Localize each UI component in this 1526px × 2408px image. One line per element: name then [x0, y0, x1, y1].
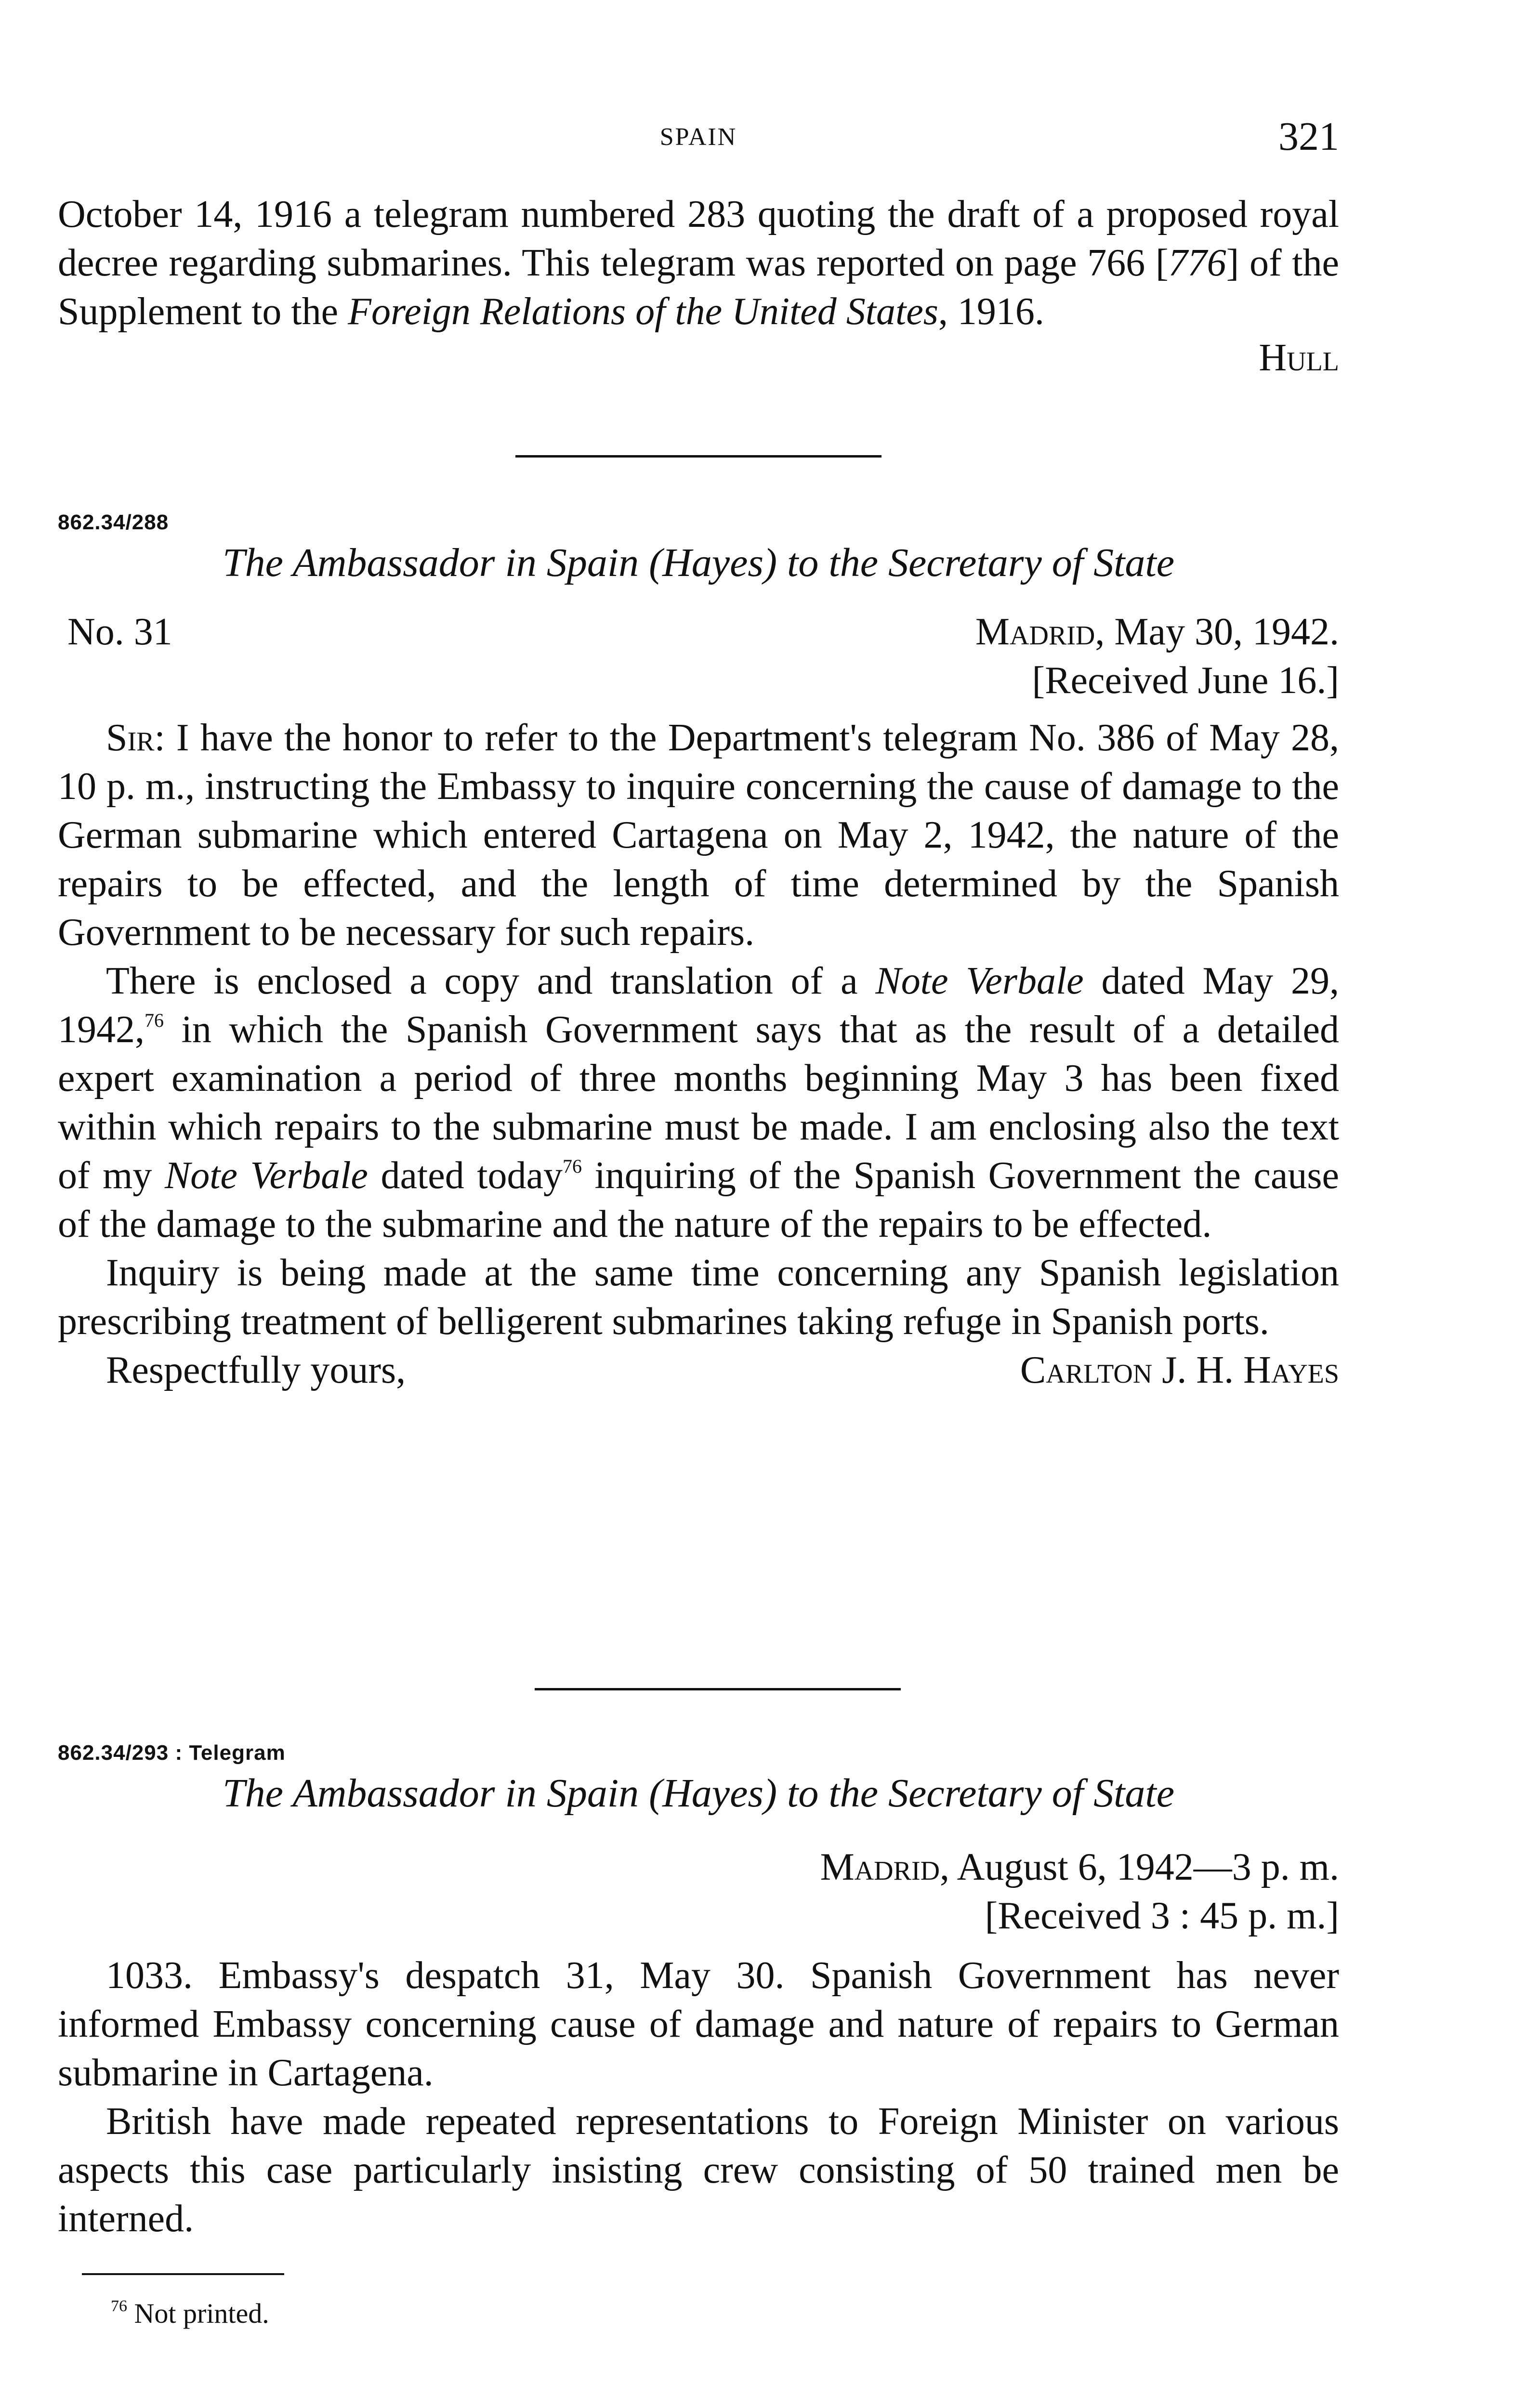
paragraph-1-text: : I have the honor to refer to the Department's telegram No. 386 of May 28, 10 p. m., instructing the Embassy to inquire concerning the cause of damage to the German submarine which entered Cartagena on May 2, 1942, the nature of the repairs to be effected, and the length of time determined by the Spanish Government to be necessary for such repairs.	[58, 717, 1339, 954]
heading-part-1: The Ambassador in Spain (	[222, 1771, 663, 1816]
p2-text-4: dated today	[368, 1154, 563, 1197]
salutation: Sir	[106, 717, 155, 759]
closing-line	[58, 1346, 1339, 1395]
received-time: [Received 3 : 45 p. m.]	[985, 1895, 1339, 1937]
footnote	[111, 2297, 833, 2329]
date: , August 6, 1942—3 p. m.	[940, 1846, 1339, 1888]
heading-part-2: ) to the Secretary of State	[763, 1771, 1175, 1816]
footnote-rule	[82, 2273, 284, 2275]
heading-name: Hayes	[662, 1771, 764, 1816]
p2-text-5: inquiring of the Spanish Government the cause of the damage to the submarine and the nature of the repairs to be effected.	[58, 1154, 1340, 1245]
place-date	[975, 608, 1339, 656]
p2-text-3: in which the Spanish Government says that as the result of a detailed expert examination a period of three months beginning May 3 has been fixed within which repairs to the submarine must be made. I am enclosing also the text of my	[58, 1008, 1339, 1197]
footnote-ref: 76	[562, 1155, 582, 1177]
footnote-ref: 76	[145, 1009, 164, 1031]
continuation-text-3: , 1916.	[938, 290, 1044, 333]
file-number: 862.34/293 : Telegram	[58, 1741, 286, 1765]
received-date: [Received June 16.]	[1032, 659, 1339, 702]
file-number: 862.34/288	[58, 510, 169, 534]
paragraph-3: Inquiry is being made at the same time concerning any Spanish legislation prescribing treatment of belligerent submarines taking refuge in Spanish ports.	[58, 1252, 1339, 1343]
place: Madrid	[820, 1846, 940, 1888]
document-heading	[58, 1770, 1339, 1817]
document-1	[58, 510, 1339, 1395]
document-2	[58, 1741, 1339, 2243]
p2-text-1: There is enclosed a copy and translation of a	[106, 960, 876, 1002]
paragraph-1: 1033. Embassy's despatch 31, May 30. Spanish Government has never informed Embassy concerning cause of damage and nature of repairs to German submarine in Cartagena.	[58, 1954, 1339, 2094]
place: Madrid	[975, 611, 1095, 653]
note-verbale-term: Note Verbale	[875, 960, 1084, 1002]
section-divider	[535, 1688, 901, 1690]
footnote-number: 76	[111, 2297, 127, 2315]
document-body	[58, 714, 1339, 1395]
note-verbale-term: Note Verbale	[164, 1154, 368, 1197]
place-date	[820, 1843, 1339, 1892]
paragraph-2	[58, 957, 1339, 1249]
document-page	[58, 0, 1339, 2408]
bracket-ref: 776	[1168, 242, 1226, 284]
signature-hull: Hull	[1259, 337, 1339, 379]
despatch-number: No. 31	[67, 611, 172, 653]
publication-title: Foreign Relations of the United States	[348, 290, 938, 333]
p2-text-2: dated May 29, 1942,	[58, 960, 1339, 1051]
signature: Carlton J. H. Hayes	[1020, 1349, 1339, 1391]
telegram-body	[58, 1951, 1339, 2243]
closing: Respectfully yours,	[106, 1349, 406, 1391]
heading-part-1: The Ambassador in Spain (	[222, 540, 663, 585]
section-divider	[515, 455, 881, 458]
paragraph-2: British have made repeated representations to Foreign Minister on various aspects this case particularly insisting crew consisting of 50 trained men be interned.	[58, 2100, 1339, 2240]
dateline	[58, 1843, 1339, 1944]
paragraph-1	[58, 714, 1339, 957]
running-title: SPAIN	[659, 123, 737, 151]
continuation-text-2: ] of the Supplement to the	[58, 242, 1340, 333]
page-number: 321	[1278, 114, 1339, 159]
document-heading	[58, 539, 1339, 586]
heading-name: Hayes	[662, 540, 764, 585]
running-head	[58, 113, 1339, 157]
dateline	[58, 608, 1339, 704]
continuation-text: October 14, 1916 a telegram numbered 283 quoting the draft of a proposed royal decree regarding submarines. This telegram was reported on page 766 [	[58, 193, 1339, 284]
date: , May 30, 1942.	[1095, 611, 1339, 653]
footnote-text: Not printed.	[127, 2298, 269, 2329]
continuation-paragraph	[58, 190, 1339, 382]
heading-part-2: ) to the Secretary of State	[763, 540, 1175, 585]
